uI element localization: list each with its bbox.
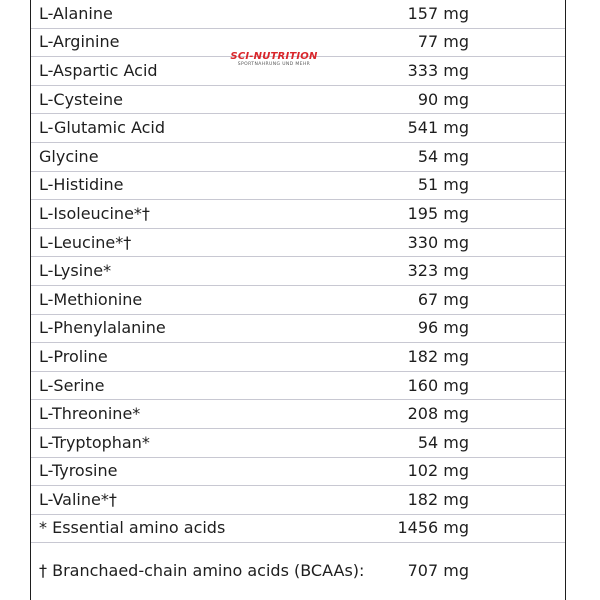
amino-acid-name: L-Tyrosine [31,457,379,486]
amino-acid-amount: 157 mg [379,0,565,28]
table-row [31,285,565,314]
amino-acid-name: L-Phenylalanine [31,314,379,343]
amino-acid-name: L-Lysine* [31,257,379,286]
table-row [31,257,565,286]
amino-acid-amount: 54 mg [379,142,565,171]
amino-acid-amount: 208 mg [379,400,565,429]
amino-acid-amount: 182 mg [379,486,565,515]
amino-acid-amount: 102 mg [379,457,565,486]
amino-acid-name: L-Valine*† [31,486,379,515]
amino-acid-amount: 54 mg [379,428,565,457]
table-row [31,400,565,429]
amino-acid-name: L-Arginine [31,28,379,57]
bcaa-total-amount: 707 mg [407,561,469,581]
table-row [31,457,565,486]
amino-acid-name: L-Alanine [31,0,379,28]
table-row [31,142,565,171]
amino-acid-amount: 160 mg [379,371,565,400]
table-row [31,343,565,372]
amino-acid-table [31,0,565,599]
amino-acid-amount: 330 mg [379,228,565,257]
table-row [31,228,565,257]
amino-acid-amount: 333 mg [379,57,565,86]
amino-acid-name: L-Proline [31,343,379,372]
amino-acid-name: L-Methionine [31,285,379,314]
amino-acid-amount: 541 mg [379,114,565,143]
essential-total-amount: 1456 mg [379,514,565,543]
essential-total-row [31,514,565,543]
amino-acid-amount: 323 mg [379,257,565,286]
essential-total-label: * Essential amino acids [31,514,379,543]
amino-acid-amount: 96 mg [379,314,565,343]
amino-acid-name: L-Serine [31,371,379,400]
amino-acid-name: Glycine [31,142,379,171]
table-row [31,371,565,400]
table-row [31,200,565,229]
table-row [31,85,565,114]
table-row [31,171,565,200]
amino-acid-name: L-Glutamic Acid [31,114,379,143]
table-row [31,57,565,86]
amino-acid-table-frame [30,0,566,600]
amino-acid-amount: 67 mg [379,285,565,314]
logo-tagline-text: SPORTNAHRUNG UND MEHR [237,62,311,67]
amino-acid-amount: 90 mg [379,85,565,114]
amino-acid-name: L-Aspartic Acid [31,57,379,86]
amino-acid-amount: 51 mg [379,171,565,200]
table-row [31,486,565,515]
table-row [31,428,565,457]
table-row [31,28,565,57]
amino-acid-name: L-Histidine [31,171,379,200]
amino-acid-name: L-Cysteine [31,85,379,114]
table-row [31,114,565,143]
amino-acid-name: L-Threonine* [31,400,379,429]
amino-acid-name: L-Isoleucine*† [31,200,379,229]
table-row [31,0,565,28]
amino-acid-name: L-Leucine*† [31,228,379,257]
amino-acid-amount: 195 mg [379,200,565,229]
bcaa-total-label: † Branchaed-chain amino acids (BCAAs): [39,561,365,581]
amino-acid-amount: 182 mg [379,343,565,372]
bcaa-total-row [31,543,565,600]
logo-brand-text: SCI-NUTRITION [230,51,318,62]
amino-acid-amount: 77 mg [379,28,565,57]
amino-acid-name: L-Tryptophan* [31,428,379,457]
table-row [31,314,565,343]
